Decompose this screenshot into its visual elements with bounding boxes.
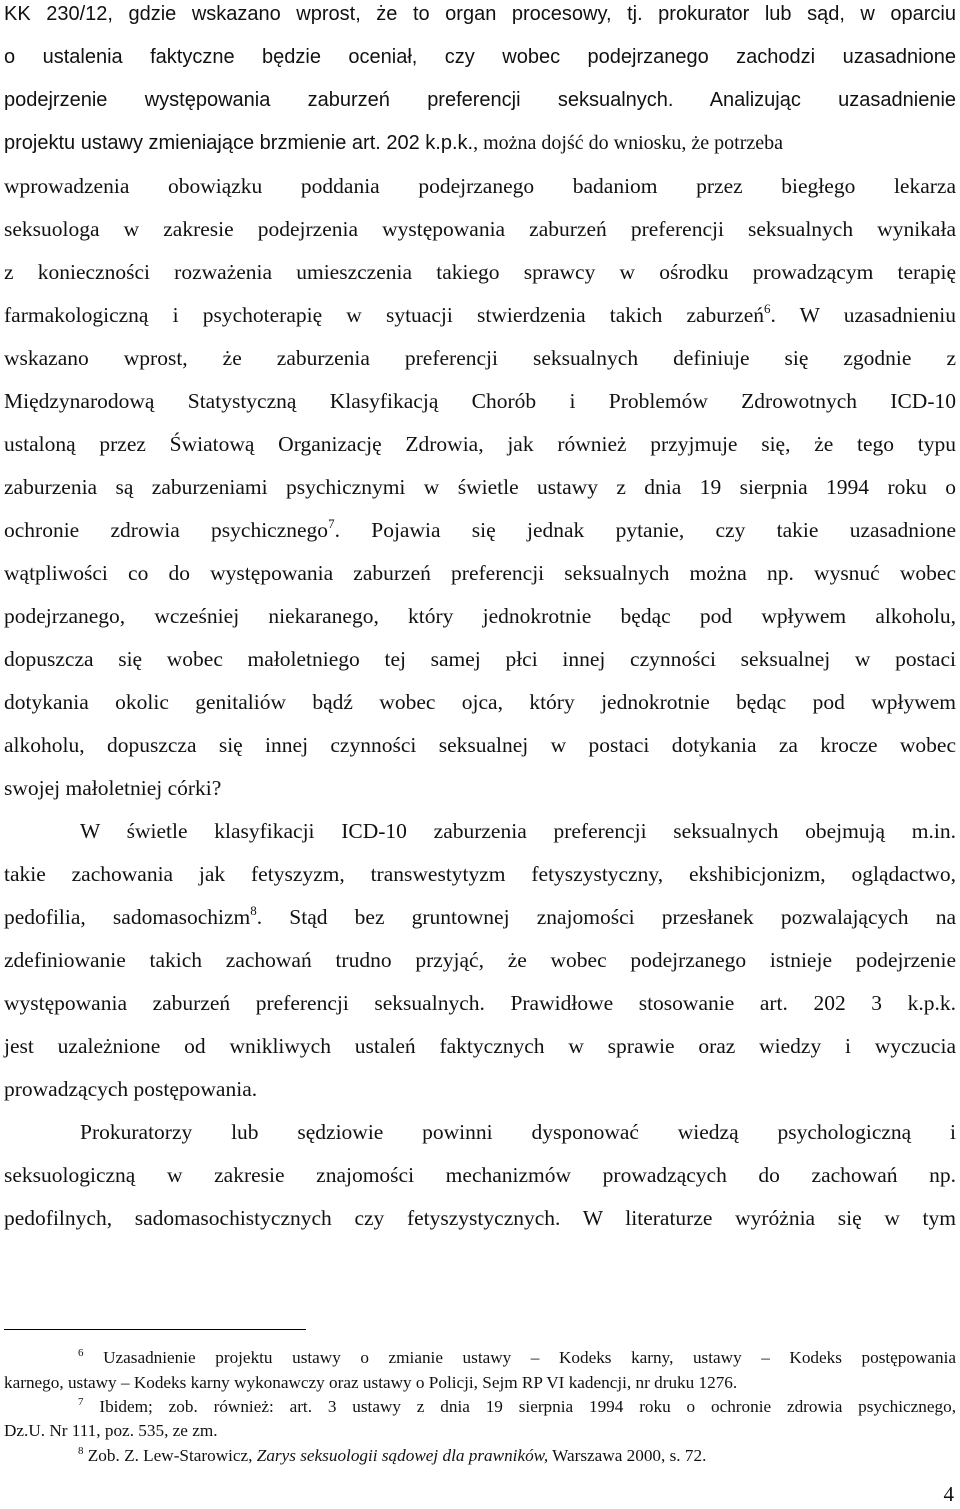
body-line-16: dopuszcza się wobec małoletniego tej samej płci innej czynności seksualnej w postaci [4,647,956,671]
body-line-10: Międzynarodową Statystyczną Klasyfikacją Chorób i Problemów Zdrowotnych ICD-10 [4,389,956,413]
body-line-27: Prokuratorzy lub sędziowie powinni dysponować wiedzą psychologiczną i [80,1120,956,1144]
body-line-4a: projektu ustawy zmieniające brzmienie art. 202 k.p.k. [4,132,474,154]
body-line-8a: farmakologiczną i psychoterapię w sytuacji stwierdzenia takich zaburzeń [4,303,765,327]
body-line-22 [4,904,956,930]
body-line-20: W świetle klasyfikacji ICD-10 zaburzenia preferencji seksualnych obejmują m.in. [80,819,956,843]
body-line-12: zaburzenia są zaburzeniami psychicznymi w świetle ustawy z dnia 19 sierpnia 1994 roku o [4,475,956,499]
body-line-14: wątpliwości co do występowania zaburzeń preferencji seksualnych można np. wysnuć wobec [4,561,956,585]
footnote-6-line-1 [4,1347,956,1368]
body-line-1: KK 230/12, gdzie wskazano wprost, że to organ procesowy, tj. prokurator lub sąd, w oparciu [4,3,956,25]
body-line-7: z konieczności rozważenia umieszczenia takiego sprawcy w ośrodku prowadzącym terapię [4,260,956,284]
body-line-2: o ustalenia faktyczne będzie oceniał, czy wobec podejrzanego zachodzi uzasadnione [4,46,956,68]
body-line-4 [4,130,956,156]
footnote-7-number: 7 [78,1396,84,1408]
body-line-3 [4,87,956,113]
footnote-7-line-1 [4,1396,956,1417]
body-line-5: wprowadzenia obowiązku poddania podejrzanego badaniom przez biegłego lekarza [4,174,956,198]
footnote-6-text-a: Uzasadnienie projektu ustawy o zmianie ustawy – Kodeks karny, ustawy – Kodeks postępowania [103,1348,957,1367]
body-line-18: alkoholu, dopuszcza się innej czynności seksualnej w postaci dotykania za krocze wobec [4,733,956,757]
footnote-8-book-title: Zarys seksuologii sądowej dla prawników, [256,1446,549,1465]
page-number: 4 [943,1482,954,1506]
footnote-6-line-2: karnego, ustawy – Kodeks karny wykonawczy oraz ustawy o Policji, Sejm RP VI kadencji, nr druku 1276. [4,1373,738,1392]
footnote-8-number: 8 [78,1445,84,1457]
footnote-ref-8: 8 [250,903,257,918]
body-line-8b: . W uzasadnieniu [770,303,956,327]
body-line-4b: , można dojść do wniosku, że potrzeba [473,132,784,154]
footnote-6-number: 6 [78,1347,84,1359]
body-line-28: seksuologiczną w zakresie znajomości mechanizmów prowadzących do zachowań np. [4,1163,956,1187]
body-line-23: zdefiniowanie takich zachowań trudno przyjąć, że wobec podejrzanego istnieje podejrzenie [4,948,956,972]
footnote-ref-7: 7 [328,516,335,531]
body-line-26: prowadzących postępowania. [4,1077,258,1101]
footnote-ref-6: 6 [764,301,771,316]
body-line-15: podejrzanego, wcześniej niekaranego, który jednokrotnie będąc pod wpływem alkoholu, [4,604,956,628]
body-line-11: ustaloną przez Światową Organizację Zdrowia, jak również przyjmuje się, że tego typu [4,432,956,456]
body-line-25: jest uzależnione od wnikliwych ustaleń faktycznych w sprawie oraz wiedzy i wyczucia [4,1034,956,1058]
body-line-3b: Analizując uzasadnienie [709,89,957,111]
body-line-21: takie zachowania jak fetyszyzm, transwestytyzm fetyszystyczny, ekshibicjonizm, oglądactwo, [4,862,956,886]
body-line-22b: . Stąd bez gruntownej znajomości przesłanek pozwalających na [256,905,956,929]
footnote-8-line-1 [4,1445,956,1466]
body-line-22a: pedofilia, sadomasochizm [4,905,251,929]
body-line-9: wskazano wprost, że zaburzenia preferencji seksualnych definiuje się zgodnie z [4,346,956,370]
footnote-7-text-a: Ibidem; zob. również: art. 3 ustawy z dnia 19 sierpnia 1994 roku o ochronie zdrowia psychicznego, [99,1397,956,1416]
body-line-13b: . Pojawia się jednak pytanie, czy takie uzasadnione [334,518,956,542]
body-line-17: dotykania okolic genitaliów bądź wobec ojca, który jednokrotnie będąc pod wpływem [4,690,956,714]
body-line-19: swojej małoletniej córki? [4,776,222,800]
footnote-separator [4,1329,306,1330]
body-line-13 [4,517,956,543]
body-line-6: seksuologa w zakresie podejrzenia występowania zaburzeń preferencji seksualnych wynikała [4,217,956,241]
footnote-7-line-2: Dz.U. Nr 111, poz. 535, ze zm. [4,1421,218,1440]
footnote-8-prefix: Zob. Z. Lew-Starowicz, [87,1446,253,1465]
body-line-24: występowania zaburzeń preferencji seksualnych. Prawidłowe stosowanie art. 202 3 k.p.k. [4,991,956,1015]
body-line-29: pedofilnych, sadomasochistycznych czy fetyszystycznych. W literaturze wyróżnia się w tym [4,1206,956,1230]
body-line-8 [4,302,956,328]
body-line-13a: ochronie zdrowia psychicznego [4,518,329,542]
body-line-3a: podejrzenie występowania zaburzeń preferencji seksualnych. [4,89,674,111]
footnote-8-suffix: Warszawa 2000, s. 72. [552,1446,707,1465]
